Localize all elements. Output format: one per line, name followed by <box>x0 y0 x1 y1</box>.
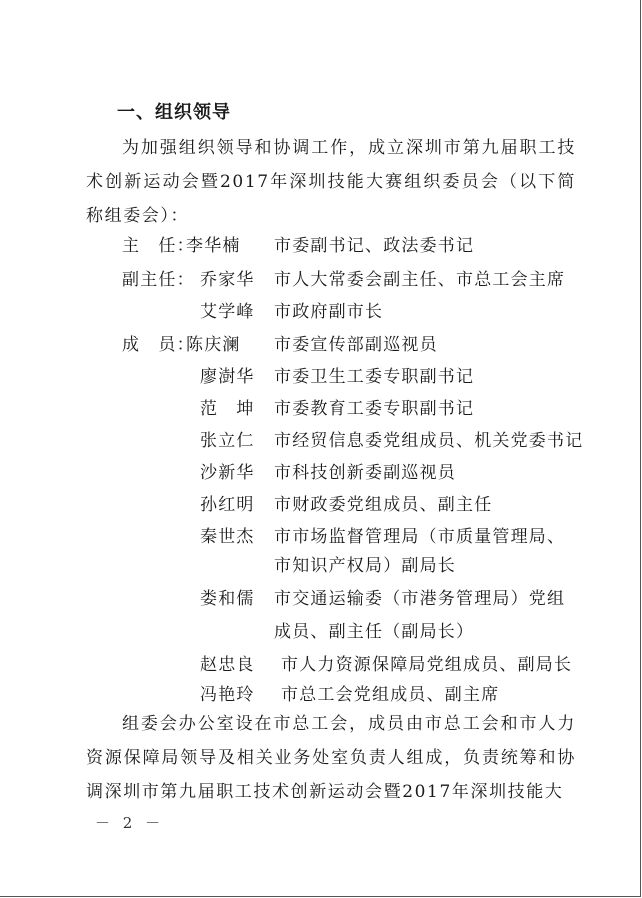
member-post: 市交通运输委（市港务管理局）党组 <box>274 589 566 609</box>
member-name: 赵忠良 <box>200 655 255 675</box>
deputy-name: 艾学峰 <box>200 302 255 322</box>
member-post: 市总工会党组成员、副主席 <box>281 685 500 705</box>
member-post-continued: 成员、副主任（副局长） <box>274 622 475 642</box>
office-paragraph: 组委会办公室设在市总工会，成员由市总工会和市人力资源保障局领导及相关业务处室负责人组成，负责统筹和协调深圳市第九届职工技术创新运动会暨2017年深圳技能大 <box>86 714 576 802</box>
member-name: 孙红明 <box>200 495 255 515</box>
deputy-role: 副主任： <box>122 270 195 290</box>
member-name: 娄和儒 <box>200 589 255 609</box>
member-name: 陈庆澜 <box>186 335 241 355</box>
member-post: 市委卫生工委专职副书记 <box>274 367 475 387</box>
members-role: 成 员： <box>122 335 195 355</box>
member-post: 市科技创新委副巡视员 <box>274 463 456 483</box>
member-post: 市市场监督管理局（市质量管理局、 <box>274 527 566 547</box>
deputy-post: 市人大常委会副主任、市总工会主席 <box>274 270 566 290</box>
intro-paragraph: 为加强组织领导和协调工作，成立深圳市第九届职工技术创新运动会暨2017年深圳技能大赛组织委员会（以下简称组委会）： <box>86 138 576 226</box>
member-name: 秦世杰 <box>200 527 255 547</box>
member-post: 市人力资源保障局党组成员、副局长 <box>281 655 573 675</box>
member-post: 市财政委党组成员、副主任 <box>274 495 493 515</box>
member-name: 范 坤 <box>200 399 255 419</box>
director-name: 李华楠 <box>186 236 241 256</box>
member-name: 沙新华 <box>200 463 255 483</box>
member-name: 冯艳玲 <box>200 685 255 705</box>
director-post: 市委副书记、政法委书记 <box>274 236 475 256</box>
member-post-continued: 市知识产权局）副局长 <box>274 556 456 576</box>
member-name: 廖澍华 <box>200 367 255 387</box>
member-post: 市委教育工委专职副书记 <box>274 399 475 419</box>
page-number: － 2 － <box>95 814 165 832</box>
member-post: 市委宣传部副巡视员 <box>274 335 438 355</box>
director-role: 主 任： <box>122 236 195 256</box>
section-heading: 一、组织领导 <box>117 102 231 123</box>
deputy-name: 乔家华 <box>200 270 255 290</box>
member-post: 市经贸信息委党组成员、机关党委书记 <box>274 431 584 451</box>
deputy-post: 市政府副市长 <box>274 302 384 322</box>
member-name: 张立仁 <box>200 431 255 451</box>
